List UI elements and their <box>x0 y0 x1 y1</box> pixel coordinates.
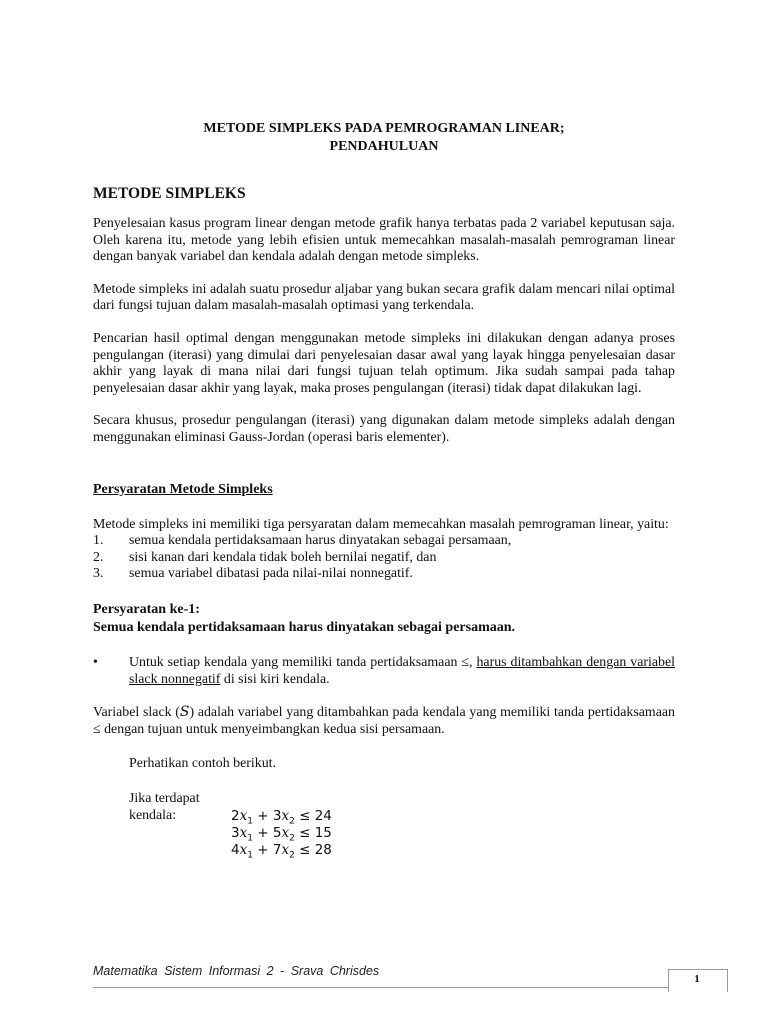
constraint-row-label <box>129 791 675 808</box>
constraint-row <box>129 825 675 842</box>
paragraph-1: Penyelesaian kasus program linear dengan metode grafik hanya terbatas pada 2 variabel keputusan saja. Oleh karena itu, metode yang lebih efisien untuk memecahkan masalah-masalah pemrograman linear dengan banyak variabel dan kendala adalah dengan metode simpleks. <box>93 216 675 265</box>
title-line-1: METODE SIMPLEKS PADA PEMROGRAMAN LINEAR; <box>203 121 565 136</box>
list-text: sisi kanan dari kendala tidak boleh bernilai negatif, dan <box>129 549 437 565</box>
slack-variable-symbol: S <box>179 704 190 721</box>
example-intro: Perhatikan contoh berikut. <box>129 756 276 772</box>
constraint-row <box>129 808 675 825</box>
bullet-text-underlined: harus ditambahkan dengan variabel slack nonnegatif <box>129 654 675 687</box>
page-content <box>93 120 675 859</box>
list-item <box>93 550 675 567</box>
paragraph-3: Pencarian hasil optimal dengan menggunakan metode simpleks ini dilakukan dengan adanya proses pengulangan (iterasi) yang dimulai dari penyelesaian dasar awal yang layak hingga penyelesaian dasar akhir yang layak di mana nilai dari fungsi tujuan telah optimum. Jika sudah sampai pada tahap penyelesaian dasar akhir yang layak, maka proses pengulangan (iterasi) tidak dapat dilakukan lagi. <box>93 330 675 396</box>
bullet-text-b: di sisi kiri kendala. <box>220 671 330 687</box>
paragraph-2: Metode simpleks ini adalah suatu prosedur aljabar yang bukan secara grafik dalam mencari nilai optimal dari fungsi tujuan dalam masalah-masalah optimasi yang terkendala. <box>93 281 675 314</box>
list-item <box>93 533 675 550</box>
list-text: semua kendala pertidaksamaan harus dinyatakan sebagai persamaan, <box>129 533 512 549</box>
section-heading-persyaratan: Persyaratan Metode Simpleks <box>93 481 273 497</box>
paragraph-6 <box>93 704 675 738</box>
constraint-expression: $4x_1 + 7x_2 \le 28$ <box>231 841 332 861</box>
footer-divider <box>93 987 723 988</box>
constraint-expression: $2x_1 + 3x_2 \le 24$ <box>231 807 332 827</box>
requirement-1-subtitle: Semua kendala pertidaksamaan harus dinyatakan sebagai persamaan. <box>93 619 516 635</box>
bullet-item <box>93 655 675 688</box>
bullet-text-a: Untuk setiap kendala yang memiliki tanda pertidaksamaan ≤, <box>129 654 477 670</box>
page-number: 1 <box>694 973 700 985</box>
bullet-dot: • <box>93 654 98 670</box>
section-heading-metode-simpleks: METODE SIMPLEKS <box>93 185 246 202</box>
footer-text: Matematika Sistem Informasi 2 - Srava Chrisdes <box>93 964 380 978</box>
paragraph-4: Secara khusus, prosedur pengulangan (iterasi) yang digunakan dalam metode simpleks adalah dengan menggunakan eliminasi Gauss-Jordan (operasi baris elementer). <box>93 413 675 445</box>
title-line-2: PENDAHULUAN <box>329 139 439 154</box>
bullet-text <box>129 655 675 688</box>
list-text: semua variabel dibatasi pada nilai-nilai nonnegatif. <box>129 566 413 582</box>
kendala-label: kendala: <box>129 807 177 823</box>
constraint-block <box>129 791 675 859</box>
constraint-expression: $3x_1 + 5x_2 \le 15$ <box>231 824 332 844</box>
requirement-1-title: Persyaratan ke-1: <box>93 601 200 617</box>
jika-label: Jika terdapat <box>129 790 200 806</box>
list-number: 1. <box>93 533 104 549</box>
list-number: 3. <box>93 566 104 582</box>
paragraph-6-b: ) adalah variabel yang ditambahkan pada kendala yang memiliki tanda pertidaksamaan ≤ dengan tujuan untuk menyeimbangkan kedua sisi persamaan. <box>93 705 675 737</box>
paragraph-6-a: Variabel slack ( <box>93 705 180 721</box>
paragraph-5: Metode simpleks ini memiliki tiga persyaratan dalam memecahkan masalah pemrograman linear, yaitu: <box>93 516 669 532</box>
list-item <box>93 566 675 583</box>
requirements-list <box>93 533 675 583</box>
constraint-row <box>129 842 675 859</box>
list-number: 2. <box>93 549 104 565</box>
